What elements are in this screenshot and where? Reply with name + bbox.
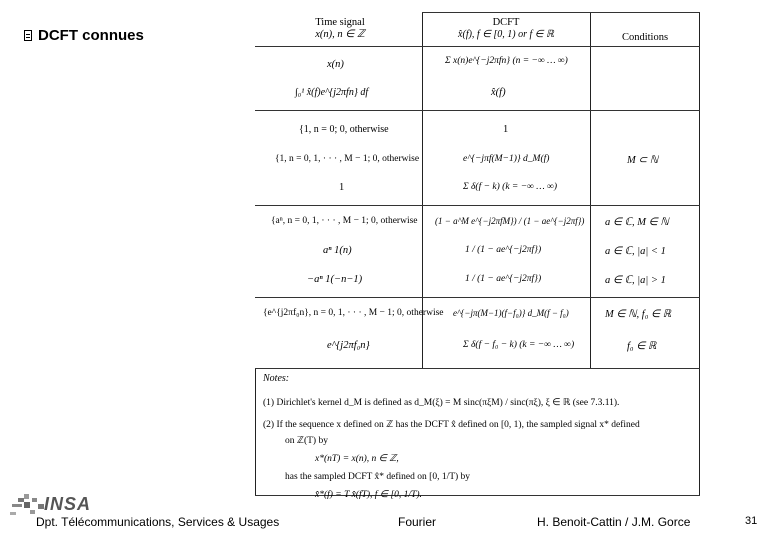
insa-logo-text: INSA xyxy=(44,494,92,514)
table-cell: ∫₀¹ x̂(f)e^{j2πfn} df xyxy=(295,87,369,98)
footer-topic: Fourier xyxy=(398,515,437,529)
slide-title xyxy=(24,27,144,44)
table-cell: x̂(f) xyxy=(491,87,506,98)
table-cell: Σ δ(f − f₀ − k) (k = −∞ … ∞) xyxy=(463,340,575,350)
table-cell: a ∈ ℂ, |a| > 1 xyxy=(605,275,666,286)
row-divider xyxy=(255,205,700,206)
list-bullet-icon xyxy=(24,30,32,41)
table-cell: Σ x(n)e^{−j2πfn} (n = −∞ … ∞) xyxy=(445,56,568,66)
table-cell: {1, n = 0; 0, otherwise xyxy=(299,124,389,135)
footer-department: Dpt. Télécommunications, Services & Usages xyxy=(36,515,280,529)
table-cell: 1 xyxy=(339,182,345,193)
note-item: x*(nT) = x(n), n ∈ ℤ, xyxy=(315,454,399,464)
table-cell: a ∈ ℂ, M ∈ ℕ xyxy=(605,217,669,228)
header-time-signal: Time signal x(n), n ∈ ℤ xyxy=(315,17,365,40)
table-cell: −aⁿ 1(−n−1) xyxy=(307,274,363,285)
table-cell: (1 − a^M e^{−j2πfM}) / (1 − ae^{−j2πf}) xyxy=(435,216,585,226)
table-cell: M ∈ ℕ, f₀ ∈ ℝ xyxy=(605,309,672,320)
table-cell: e^{j2πf₀n} xyxy=(327,340,370,351)
dcft-table xyxy=(255,12,700,500)
table-right-border xyxy=(699,12,700,496)
note-item: (1) Dirichlet's kernel d_M is defined as d_M(ξ) = M sinc(πξM) / sinc(πξ), ξ ∈ ℝ (see 7.3.11). xyxy=(263,398,620,408)
notes-heading: Notes: xyxy=(263,373,290,384)
page-number: 31 xyxy=(745,515,758,527)
table-cell: e^{−jπf(M−1)} d_M(f) xyxy=(463,154,550,164)
table-cell: 1 / (1 − ae^{−j2πf}) xyxy=(465,245,542,255)
slide-title-text: DCFT connues xyxy=(38,27,144,44)
header-divider xyxy=(255,46,700,47)
header-conditions: Conditions xyxy=(621,32,669,43)
table-cell: M ⊂ ℕ xyxy=(627,155,659,166)
row-divider xyxy=(255,110,700,111)
table-cell: {e^{j2πf₀n}, n = 0, 1, · · · , M − 1; 0, otherwise xyxy=(263,308,444,318)
footer-authors: H. Benoit-Cattin / J.M. Gorce xyxy=(537,515,691,529)
note-item: (2) If the sequence x defined on ℤ has the DCFT x̂ defined on [0, 1), the sampled signal x* defined xyxy=(263,420,640,430)
note-item: x̂*(f) = T x̂(fT), f ∈ [0, 1/T). xyxy=(315,490,422,500)
header-dcft: DCFT x̂(f), f ∈ [0, 1) or f ∈ ℝ xyxy=(458,17,554,40)
table-cell: x(n) xyxy=(327,59,344,70)
table-cell: 1 / (1 − ae^{−j2πf}) xyxy=(465,274,542,284)
table-cell: aⁿ 1(n) xyxy=(323,245,352,256)
table-cell: a ∈ ℂ, |a| < 1 xyxy=(605,246,666,257)
table-cell: e^{−jπ(M−1)(f−f₀)} d_M(f − f₀) xyxy=(453,308,569,318)
note-item: on ℤ(T) by xyxy=(285,436,328,446)
table-cell: Σ δ(f − k) (k = −∞ … ∞) xyxy=(463,182,558,192)
table-cell: 1 xyxy=(503,124,509,135)
notes-left-border xyxy=(255,368,256,496)
table-cell: f₀ ∈ ℝ xyxy=(627,341,657,352)
note-item: has the sampled DCFT x̂* defined on [0, 1/T) by xyxy=(285,472,471,482)
table-cell: {aⁿ, n = 0, 1, · · · , M − 1; 0, otherwise xyxy=(271,216,418,226)
notes-divider xyxy=(255,368,700,369)
column-divider xyxy=(590,12,591,368)
row-divider xyxy=(255,297,700,298)
table-top-border xyxy=(422,12,700,13)
table-cell: {1, n = 0, 1, · · · , M − 1; 0, otherwise xyxy=(275,154,420,164)
